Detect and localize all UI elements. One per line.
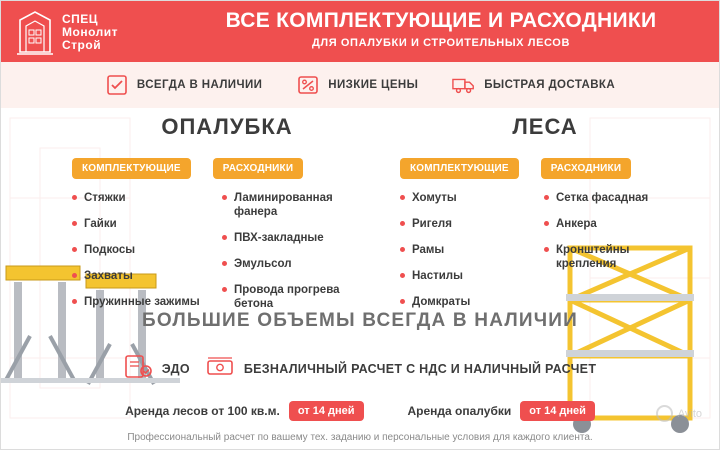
watermark-text: Avito [677,407,702,420]
price-tag-icon [296,74,320,96]
payment-row [0,348,720,390]
list-item: Сетка фасадная [544,191,664,205]
list-item: Эмульсол [222,257,350,271]
rent-term-badge[interactable]: от 14 дней [289,401,364,421]
banner-header [0,0,720,62]
list-item: Рамы [400,243,520,257]
badge-rashodniki[interactable]: РАСХОДНИКИ [541,158,632,179]
column-lists [400,191,690,321]
list-item: ПВХ-закладные [222,231,350,245]
list-komplektuyushie [400,191,520,321]
header-titles [168,8,714,49]
checklist-icon [105,74,129,96]
badge-rashodniki[interactable]: РАСХОДНИКИ [213,158,304,179]
column-lists [72,191,382,323]
column-badges [400,158,690,179]
column-lesa [400,114,690,321]
logo-line-2: Монолит [62,24,118,39]
benefit-label: ВСЕГДА В НАЛИЧИИ [136,79,263,91]
rent-label: Аренда опалубки [407,404,512,418]
logo-text [62,13,118,52]
list-item: Ламинированная фанера [222,191,350,219]
list-item: Стяжки [72,191,200,205]
list-rashodniki [544,191,664,321]
list-komplektuyushie [72,191,200,323]
delivery-truck-icon [452,74,476,96]
rent-label: Аренда лесов от 100 кв.м. [125,404,280,418]
rent-term-badge[interactable]: от 14 дней [520,401,595,421]
banner-title: ВСЕ КОМПЛЕКТУЮЩИЕ И РАСХОДНИКИ [225,9,657,32]
list-item: Захваты [72,269,200,283]
benefits-bar [0,62,720,108]
list-rashodniki [222,191,350,323]
badge-komplektuyushie[interactable]: КОМПЛЕКТУЮЩИЕ [400,158,519,179]
benefit-label: НИЗКИЕ ЦЕНЫ [328,79,419,91]
building-logo-icon [14,8,56,56]
banner-body [0,108,720,450]
list-item: Кронштейны крепления [544,243,664,271]
list-item: Подкосы [72,243,200,257]
logo-line-3: Строй [62,37,102,52]
banner-subtitle: ДЛЯ ОПАЛУБКИ И СТРОИТЕЛЬНЫХ ЛЕСОВ [311,37,571,49]
benefit-item [105,74,262,96]
list-item: Провода прогрева бетона [222,283,350,311]
benefit-label: БЫСТРАЯ ДОСТАВКА [484,79,616,91]
column-badges [72,158,382,179]
badge-komplektuyushie[interactable]: КОМПЛЕКТУЮЩИЕ [72,158,191,179]
benefit-item [452,74,615,96]
column-title: ЛЕСА [512,114,578,139]
list-item: Ригеля [400,217,520,231]
volumes-strip [0,306,720,336]
rent-scaffolding [125,401,363,421]
payment-edo [124,354,190,385]
rent-row [0,398,720,424]
benefit-item [296,74,418,96]
list-item: Настилы [400,269,520,283]
list-item: Домкраты [400,295,520,309]
edo-document-icon [124,354,154,385]
volumes-text: БОЛЬШИЕ ОБЪЕМЫ ВСЕГДА В НАЛИЧИИ [141,310,578,331]
banknote-icon [206,355,236,384]
footnote: Профессиональный расчет по вашему тех. заданию и персональные условия для каждого клиента. [127,432,593,443]
column-opalubka [72,114,382,323]
avito-logo-icon [656,405,673,422]
list-item: Анкера [544,217,664,231]
rent-formwork [408,401,595,421]
cash-label: БЕЗНАЛИЧНЫЙ РАСЧЕТ С НДС И НАЛИЧНЫЙ РАСЧЕТ [243,362,597,376]
list-item: Хомуты [400,191,520,205]
avito-watermark [656,405,702,422]
logo-line-1: СПЕЦ [62,11,99,26]
company-logo [14,6,164,58]
list-item: Пружинные зажимы [72,295,200,309]
edo-label: ЭДО [161,362,190,376]
column-title: ОПАЛУБКА [161,114,293,139]
list-item: Гайки [72,217,200,231]
payment-cash [206,355,596,384]
